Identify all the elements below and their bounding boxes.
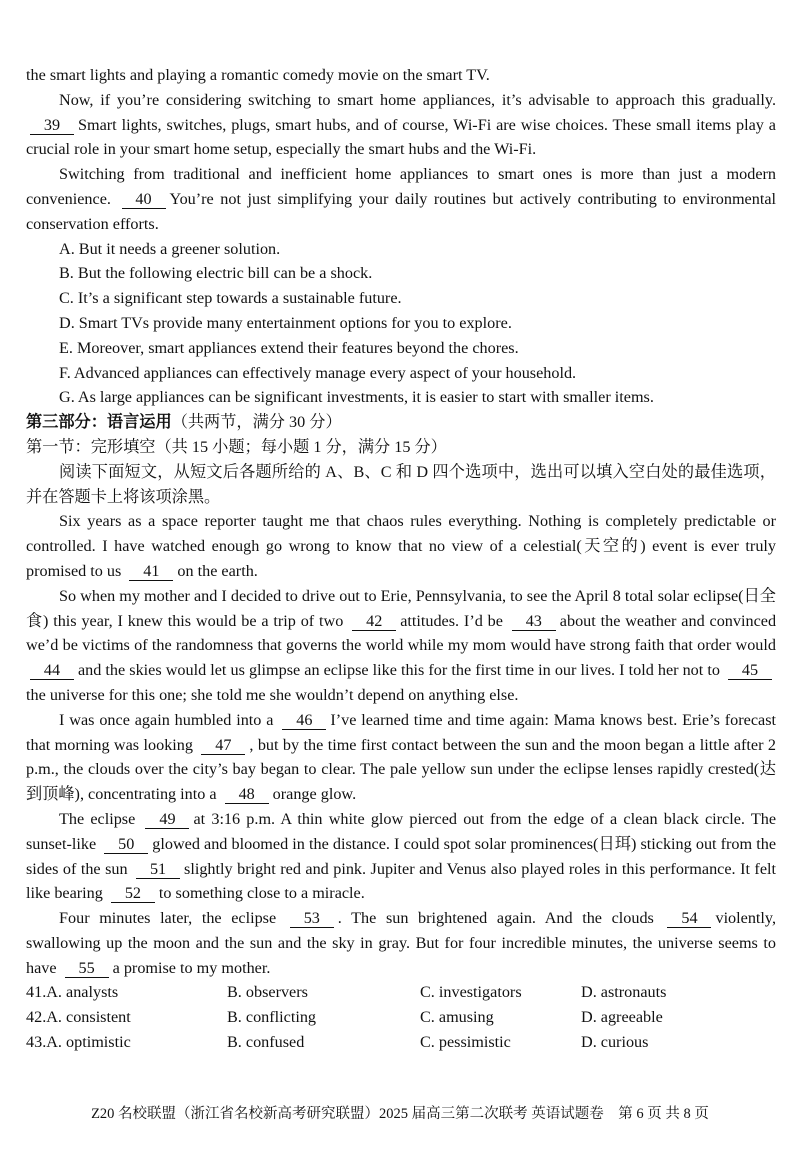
option-text: A. consistent	[46, 1008, 131, 1027]
exam-page	[26, 63, 776, 1055]
option-item: E. Moreover, smart appliances extend their features beyond the chores.	[59, 338, 519, 357]
question-option: B. conflicting	[227, 1008, 317, 1027]
instructions: 阅读下面短文，从短文后各题所给的 A、B、C 和 D 四个选项中，选出可以填入空白处的最佳选项，并在答题卡上将该项涂黑。	[26, 462, 776, 506]
option-item: C. It’s a significant step towards a sustainable future.	[59, 289, 402, 308]
paragraph-text: orange glow.	[272, 785, 357, 804]
question-option: D. astronauts	[581, 983, 667, 1002]
paragraph	[26, 63, 776, 88]
blank-49: 49	[145, 811, 189, 829]
blank-53: 53	[290, 910, 334, 928]
question-row	[26, 980, 776, 1005]
paragraph	[26, 509, 776, 583]
question-number: 42.	[26, 1008, 47, 1027]
paragraph-text: a promise to my mother.	[112, 958, 271, 977]
paragraph-text: You’re not just simplifying your daily routines but actively contributing to environmental conservation efforts.	[26, 189, 777, 233]
paragraph-text: The eclipse	[59, 809, 136, 828]
blank-48: 48	[225, 786, 269, 804]
blank-44: 44	[30, 662, 74, 680]
paragraph-text: the smart lights and playing a romantic comedy movie on the smart TV.	[26, 66, 490, 84]
question-option	[26, 1030, 227, 1055]
paragraph-text: Six years as a space reporter taught me that chaos rules everything. Nothing is completely predictable or controlled. I have watched enough go wrong to know that no view of a celestial(天空的) event is ever truly promised to us	[26, 512, 776, 580]
paragraph	[26, 162, 776, 236]
paragraph	[26, 584, 776, 708]
cloze-passage	[26, 509, 776, 980]
blank-41: 41	[129, 563, 173, 581]
paragraph-text: to something close to a miracle.	[158, 884, 365, 903]
question-option: C. investigators	[420, 983, 522, 1002]
option-text: A. analysts	[46, 983, 119, 1002]
section-heading	[26, 410, 776, 435]
subsection-heading: 第一节：完形填空（共 15 小题；每小题 1 分，满分 15 分）	[26, 437, 447, 456]
options-list-36-40	[26, 237, 776, 411]
page-footer: Z20 名校联盟（浙江省名校新高考研究联盟）2025 届高三第二次联考 英语试题卷 第 6 页 共 8 页	[91, 1106, 709, 1122]
paragraph-text: the universe for this one; she told me she wouldn’t depend on anything else.	[26, 685, 519, 704]
paragraph-text: Four minutes later, the eclipse	[59, 909, 277, 928]
question-option: B. confused	[227, 1033, 305, 1052]
question-option: B. observers	[227, 983, 308, 1002]
paragraph-text: Switching from traditional and inefficient home appliances to smart ones is more than just a modern convenience.	[26, 165, 776, 208]
question-number: 43.	[26, 1033, 47, 1052]
paragraph-text: at 3:16 p.m. A thin white glow pierced out from the edge of a clean black circle. The sunset-like	[26, 809, 777, 853]
paragraph-text: I was once again humbled into a	[59, 710, 274, 729]
option-item: A. But it needs a greener solution.	[59, 239, 281, 258]
paragraph-text: . The sun brightened again. And the clouds	[337, 909, 654, 928]
paragraph-text: Now, if you’re considering switching to smart home appliances, it’s advisable to approach this gradually.	[59, 90, 776, 109]
blank-39: 39	[30, 117, 74, 135]
blank-55: 55	[65, 960, 109, 978]
section-title-detail: （共两节，满分 30 分）	[171, 413, 342, 432]
paragraph-text: violently, swallowing up the moon and the sun and the sky in gray. But for four incredible minutes, the universe seems to have	[26, 909, 777, 977]
section-title: 第三部分：语言运用	[26, 413, 172, 432]
reading-passage-end	[26, 63, 776, 237]
blank-50: 50	[104, 836, 148, 854]
paragraph-text: and the skies would let us glimpse an eclipse like this for the first time in our lives. I told her not to	[78, 661, 720, 680]
blank-40: 40	[122, 191, 166, 209]
blank-45: 45	[728, 662, 772, 680]
blank-42: 42	[352, 613, 396, 631]
paragraph-text: Smart lights, switches, plugs, smart hubs, and of course, Wi-Fi are wise choices. These small items play a crucial role in your smart home setup, especially the smart hubs and the Wi-Fi.	[26, 115, 776, 159]
paragraph-text: about the weather and convinced we’d be victims of the randomness that governs the world while my mom would have strong faith that order would	[26, 611, 777, 655]
question-number: 41.	[26, 983, 47, 1002]
paragraph-text: on the earth.	[177, 561, 258, 580]
option-text: A. optimistic	[46, 1033, 131, 1052]
blank-43: 43	[512, 613, 556, 631]
option-item: B. But the following electric bill can be a shock.	[59, 264, 373, 283]
question-option: D. curious	[581, 1033, 649, 1052]
paragraph-text: So when my mother and I decided to drive out to Erie, Pennsylvania, to see the April 8 total solar eclipse(日全食) this year, I knew this would be a trip of two	[26, 586, 776, 630]
question-option: C. amusing	[420, 1008, 494, 1027]
blank-46: 46	[282, 712, 326, 730]
blank-54: 54	[667, 910, 711, 928]
paragraph-text: attitudes. I’d be	[400, 611, 503, 630]
question-option	[26, 980, 227, 1005]
paragraph	[26, 807, 776, 906]
question-row	[26, 1005, 776, 1030]
paragraph-text: glowed and bloomed in the distance. I could spot solar prominences(日珥) sticking out from the sides of the sun	[26, 834, 777, 878]
paragraph-text: slightly bright red and pink. Jupiter and Venus also played roles in this performance. It felt like bearing	[26, 859, 777, 903]
blank-47: 47	[201, 737, 245, 755]
paragraph	[26, 88, 776, 162]
option-item: F. Advanced appliances can effectively manage every aspect of your household.	[59, 363, 577, 382]
option-item: D. Smart TVs provide many entertainment options for you to explore.	[59, 313, 512, 332]
blank-52: 52	[111, 885, 155, 903]
paragraph	[26, 708, 776, 807]
paragraph-text: I’ve learned time and time again: Mama knows best. Erie’s forecast that morning was looking	[26, 710, 776, 754]
question-option	[26, 1005, 227, 1030]
question-option: C. pessimistic	[420, 1033, 511, 1052]
paragraph	[26, 906, 776, 980]
question-options	[26, 980, 776, 1054]
blank-51: 51	[136, 861, 180, 879]
question-option: D. agreeable	[581, 1008, 663, 1027]
question-row	[26, 1030, 776, 1055]
option-item: G. As large appliances can be significant investments, it is easier to start with smaller items.	[59, 388, 654, 407]
paragraph-text: , but by the time first contact between the sun and the moon began a little after 2 p.m., the clouds over the city’s bay began to clear. The pale yellow sun under the eclipse lenses rapidly crested(达到顶峰), concentrating into a	[26, 735, 776, 804]
